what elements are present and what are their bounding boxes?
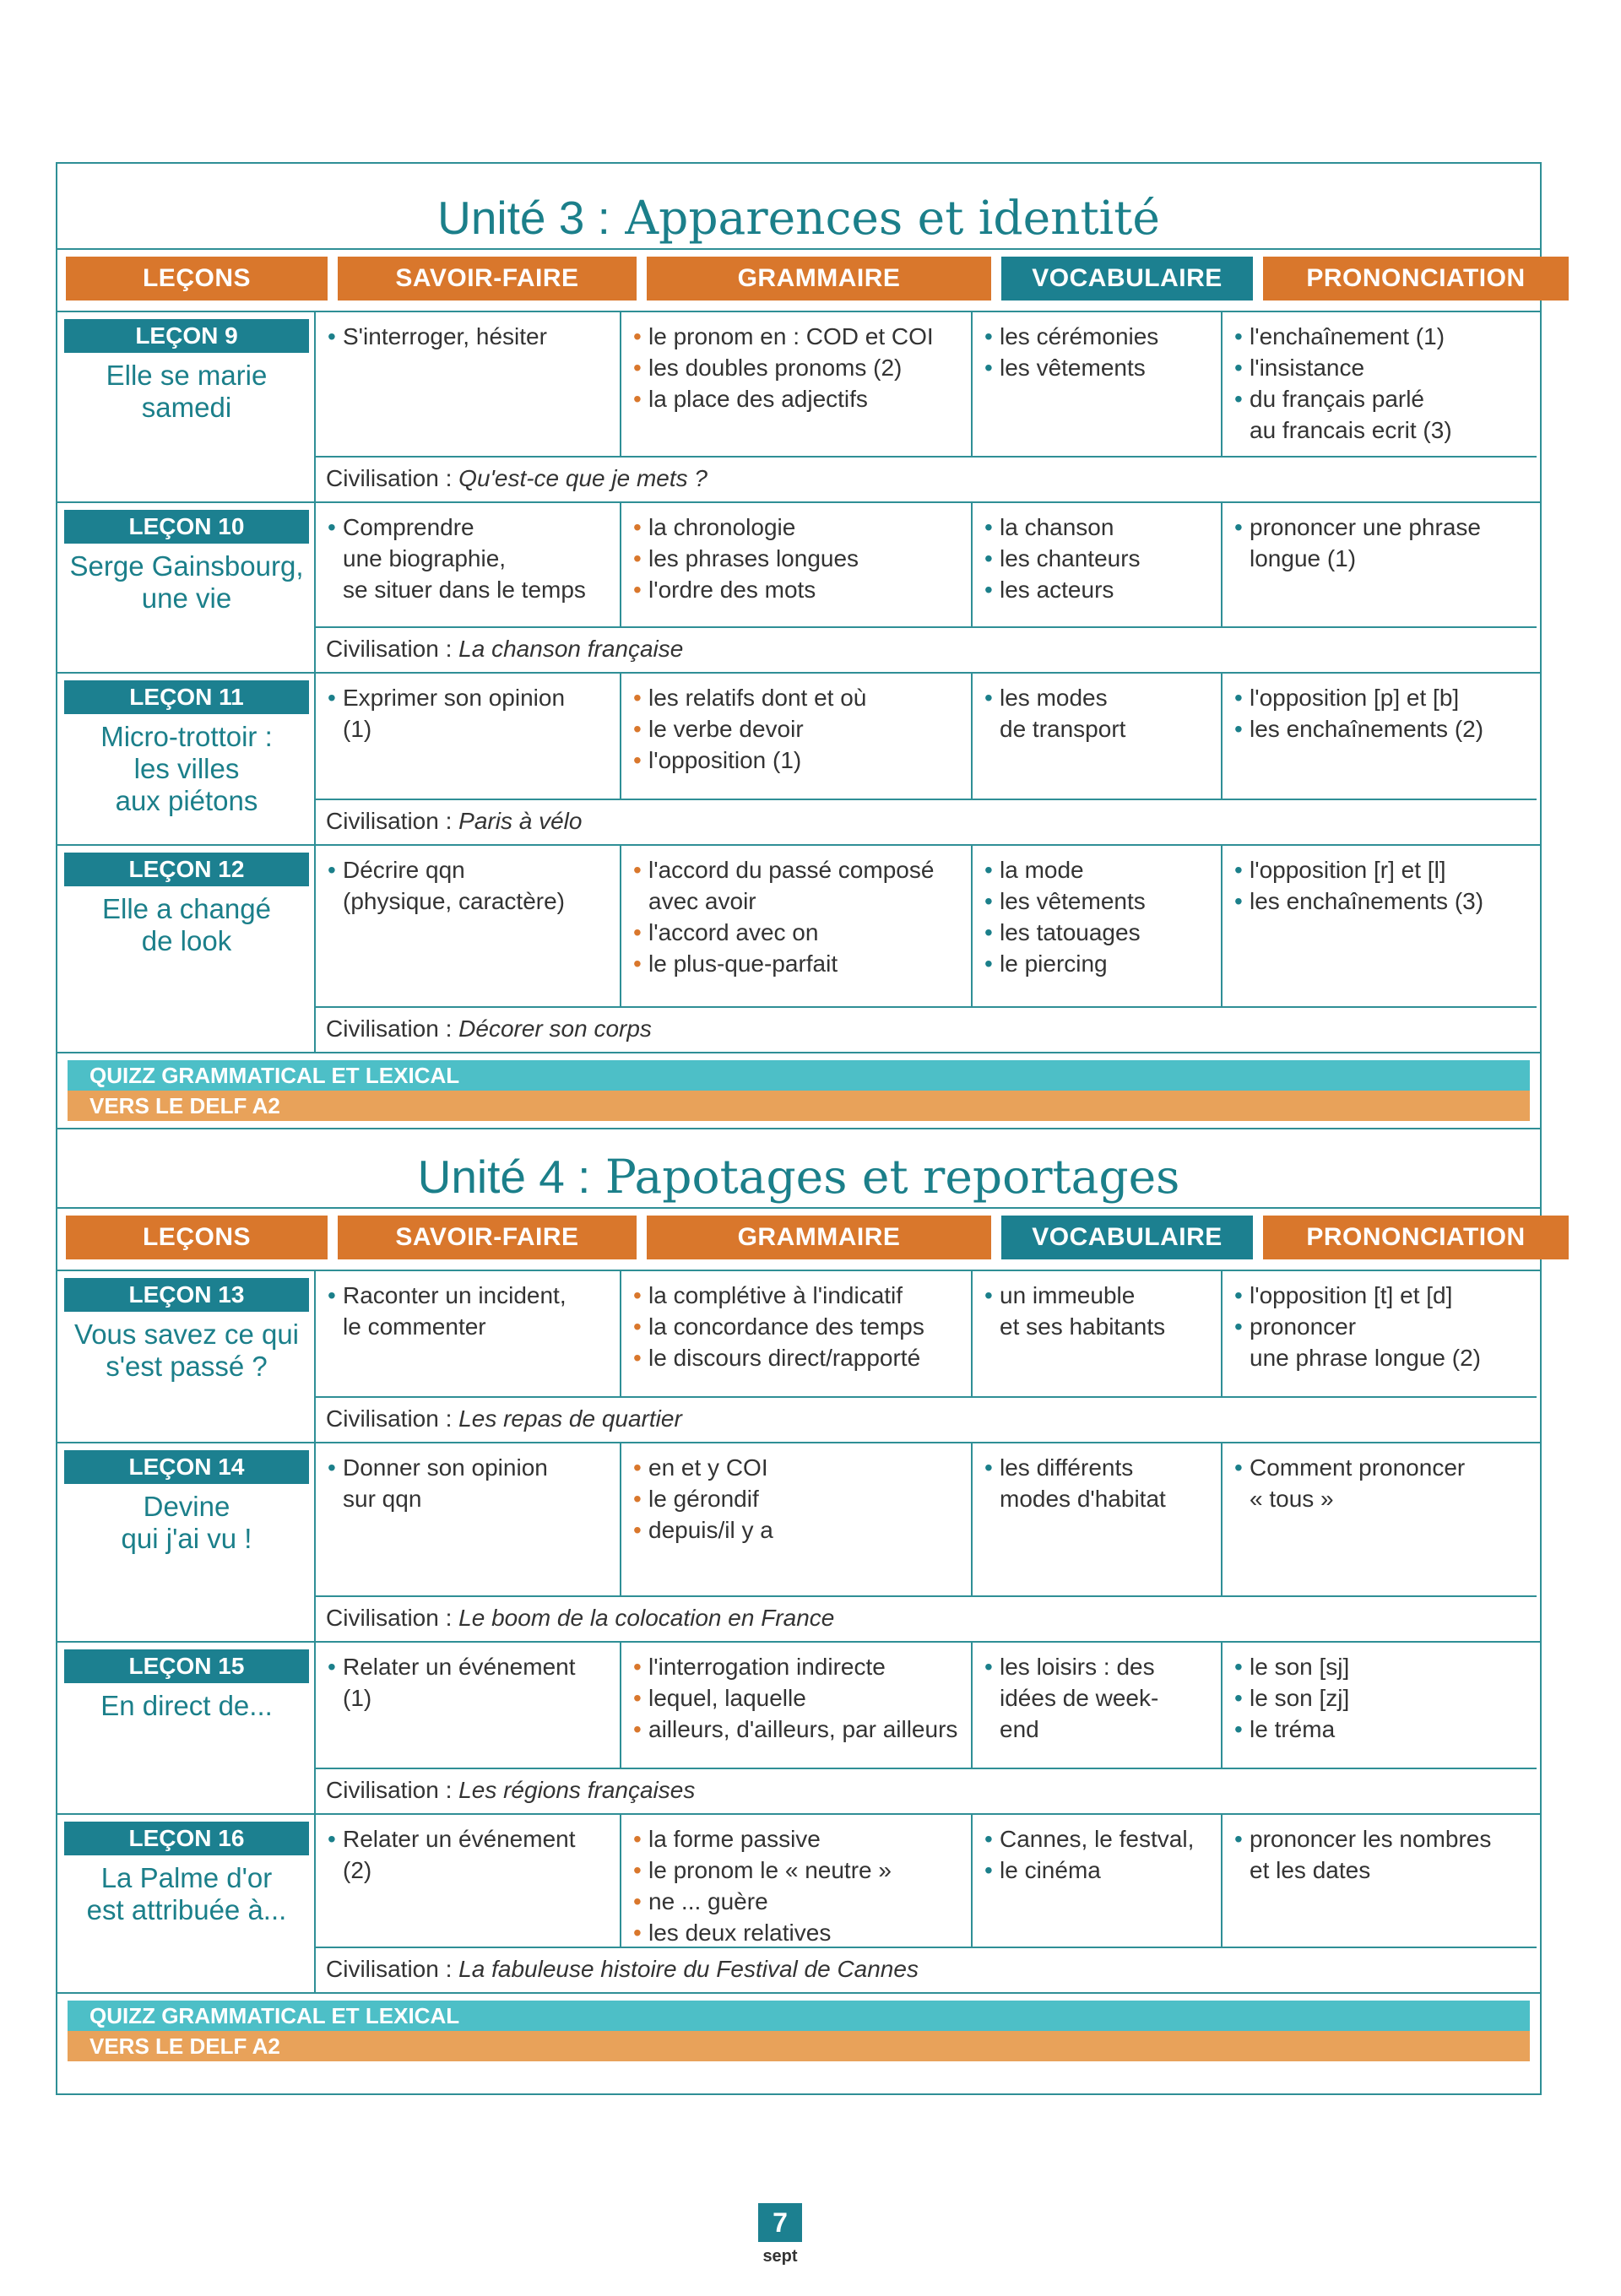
grammaire-cell — [621, 503, 973, 628]
bullet-item: • Raconter un incident, le commenter — [328, 1280, 611, 1342]
civilisation-row — [316, 1008, 1537, 1052]
lesson-title: En direct de... — [100, 1690, 273, 1721]
grammaire-cell — [621, 1815, 973, 1948]
lesson-title: Elle se marie samedi — [106, 360, 268, 423]
unit-number: Unité 4 : — [417, 1151, 591, 1203]
lesson-row — [57, 846, 1540, 1053]
quiz-bar: QUIZZ GRAMMATICAL ET LEXICAL — [68, 1060, 1530, 1091]
bullet-item: • les vêtements — [984, 352, 1212, 383]
prononciation-cell — [1223, 1443, 1537, 1597]
prononciation-cell — [1223, 1815, 1537, 1948]
lesson-cell — [57, 1271, 316, 1442]
vocabulaire-cell — [973, 1643, 1223, 1769]
civilisation-row — [316, 800, 1537, 844]
bullet-item: • ne ... guère — [633, 1886, 962, 1917]
bullet-item: • la chanson — [984, 512, 1212, 543]
lesson-title: Micro-trottoir : les villes aux piétons — [100, 721, 273, 816]
lesson-cell — [57, 674, 316, 844]
header-prononciation: PRONONCIATION — [1263, 257, 1569, 301]
lesson-row — [57, 503, 1540, 674]
bullet-item: • Exprimer son opinion (1) — [328, 682, 611, 745]
bullet-item: • l'accord du passé composé avec avoir — [633, 854, 962, 917]
bullet-item: • les deux relatives — [633, 1917, 962, 1948]
grammaire-cell — [621, 1643, 973, 1769]
bullet-item: • Relater un événement (2) — [328, 1823, 611, 1886]
bullet-item: • S'interroger, hésiter — [328, 321, 611, 352]
unit-footer-bars — [57, 1053, 1540, 1129]
header-savoir-faire: SAVOIR-FAIRE — [338, 1216, 637, 1259]
savoir-faire-cell — [316, 1815, 621, 1948]
header-prononciation: PRONONCIATION — [1263, 1216, 1569, 1259]
lesson-list — [57, 1271, 1540, 1994]
prononciation-cell — [1223, 503, 1537, 628]
bullet-item: • le pronom le « neutre » — [633, 1855, 962, 1886]
civilisation-label: Civilisation : — [326, 1405, 453, 1432]
bullet-item: • ailleurs, d'ailleurs, par ailleurs — [633, 1714, 962, 1745]
civilisation-label: Civilisation : — [326, 1605, 453, 1631]
lesson-cell — [57, 503, 316, 672]
vocabulaire-cell — [973, 674, 1223, 800]
lesson-cell — [57, 1643, 316, 1813]
bullet-item: • les relatifs dont et où — [633, 682, 962, 713]
lesson-cell — [57, 1443, 316, 1641]
bullet-item: • l'opposition (1) — [633, 745, 962, 776]
bullet-item: • les différents modes d'habitat — [984, 1452, 1212, 1514]
bullet-item: • la mode — [984, 854, 1212, 885]
bullet-item: • un immeuble et ses habitants — [984, 1280, 1212, 1342]
lesson-list — [57, 312, 1540, 1053]
bullet-item: • l'insistance — [1234, 352, 1528, 383]
lesson-badge: LEÇON 13 — [64, 1278, 309, 1312]
bullet-item: • l'opposition [t] et [d] — [1234, 1280, 1528, 1311]
prononciation-cell — [1223, 674, 1537, 800]
bullet-item: • l'opposition [r] et [l] — [1234, 854, 1528, 885]
lesson-badge: LEÇON 9 — [64, 319, 309, 353]
civilisation-row — [316, 1769, 1537, 1813]
bullet-item: • l'interrogation indirecte — [633, 1651, 962, 1682]
bullet-item: • les enchaînements (2) — [1234, 713, 1528, 745]
civilisation-topic: Le boom de la colocation en France — [458, 1605, 835, 1631]
civilisation-topic: La chanson française — [458, 636, 684, 662]
quiz-bar: QUIZZ GRAMMATICAL ET LEXICAL — [68, 2001, 1530, 2031]
civilisation-row — [316, 1398, 1537, 1442]
bullet-item: • la concordance des temps — [633, 1311, 962, 1342]
lesson-title: Elle a changé de look — [102, 893, 271, 956]
delf-bar: VERS LE DELF A2 — [68, 1091, 1530, 1121]
civilisation-topic: Les régions françaises — [458, 1777, 696, 1803]
grammaire-cell — [621, 1271, 973, 1398]
bullet-item: • les acteurs — [984, 574, 1212, 605]
lesson-badge: LEÇON 15 — [64, 1649, 309, 1683]
vocabulaire-cell — [973, 1443, 1223, 1597]
savoir-faire-cell — [316, 1643, 621, 1769]
bullet-item: • le piercing — [984, 948, 1212, 979]
lesson-badge: LEÇON 11 — [64, 680, 309, 714]
header-lecons: LEÇONS — [66, 257, 328, 301]
bullet-item: • la complétive à l'indicatif — [633, 1280, 962, 1311]
bullet-item: • le discours direct/rapporté — [633, 1342, 962, 1373]
savoir-faire-cell — [316, 846, 621, 1008]
bullet-item: • Comprendre une biographie, se situer dans le temps — [328, 512, 611, 605]
lesson-cell — [57, 1815, 316, 1992]
civilisation-row — [316, 458, 1537, 501]
bullet-item: • Décrire qqn (physique, caractère) — [328, 854, 611, 917]
civilisation-label: Civilisation : — [326, 465, 453, 491]
unit-title — [57, 164, 1540, 250]
lesson-badge: LEÇON 12 — [64, 853, 309, 886]
bullet-item: • l'accord avec on — [633, 917, 962, 948]
lesson-row — [57, 1443, 1540, 1643]
lesson-badge: LEÇON 10 — [64, 510, 309, 544]
column-headers — [57, 1209, 1540, 1271]
civilisation-topic: Qu'est-ce que je mets ? — [458, 465, 707, 491]
lesson-row — [57, 1815, 1540, 1994]
bullet-item: • les doubles pronoms (2) — [633, 352, 962, 383]
unit-name: Papotages et reportages — [604, 1150, 1180, 1204]
civilisation-label: Civilisation : — [326, 1777, 453, 1803]
unit-name: Apparences et identité — [625, 191, 1160, 245]
lesson-badge: LEÇON 16 — [64, 1822, 309, 1855]
unit-number: Unité 3 : — [437, 192, 610, 244]
column-headers — [57, 250, 1540, 312]
civilisation-label: Civilisation : — [326, 808, 453, 834]
vocabulaire-cell — [973, 312, 1223, 458]
header-lecons: LEÇONS — [66, 1216, 328, 1259]
lesson-title: Vous savez ce qui s'est passé ? — [74, 1319, 299, 1382]
vocabulaire-cell — [973, 1815, 1223, 1948]
bullet-item: • Cannes, le festval, — [984, 1823, 1212, 1855]
lesson-badge: LEÇON 14 — [64, 1450, 309, 1484]
civilisation-label: Civilisation : — [326, 1956, 453, 1982]
bullet-item: • prononcer les nombres et les dates — [1234, 1823, 1528, 1886]
bullet-item: • le gérondif — [633, 1483, 962, 1514]
savoir-faire-cell — [316, 674, 621, 800]
lesson-title: La Palme d'or est attribuée à... — [86, 1862, 287, 1925]
grammaire-cell — [621, 674, 973, 800]
civilisation-topic: Décorer son corps — [458, 1015, 652, 1042]
bullet-item: • Comment prononcer « tous » — [1234, 1452, 1528, 1514]
civilisation-row — [316, 1948, 1537, 1992]
bullet-item: • le son [sj] — [1234, 1651, 1528, 1682]
bullet-item: • les vêtements — [984, 885, 1212, 917]
bullet-item: • le verbe devoir — [633, 713, 962, 745]
bullet-item: • la chronologie — [633, 512, 962, 543]
bullet-item: • prononcer une phrase longue (1) — [1234, 512, 1528, 574]
lesson-title: Devine qui j'ai vu ! — [121, 1491, 252, 1554]
lesson-row — [57, 1271, 1540, 1443]
bullet-item: • le plus-que-parfait — [633, 948, 962, 979]
bullet-item: • les cérémonies — [984, 321, 1212, 352]
civilisation-label: Civilisation : — [326, 636, 453, 662]
bullet-item: • les loisirs : des idées de week- end — [984, 1651, 1212, 1745]
bullet-item: • Donner son opinion sur qqn — [328, 1452, 611, 1514]
vocabulaire-cell — [973, 1271, 1223, 1398]
savoir-faire-cell — [316, 1271, 621, 1398]
bullet-item: • la place des adjectifs — [633, 383, 962, 414]
bullet-item: • depuis/il y a — [633, 1514, 962, 1546]
bullet-item: • l'enchaînement (1) — [1234, 321, 1528, 352]
header-savoir-faire: SAVOIR-FAIRE — [338, 257, 637, 301]
unit-3-section — [57, 164, 1540, 1129]
bullet-item: • les phrases longues — [633, 543, 962, 574]
bullet-item: • les chanteurs — [984, 543, 1212, 574]
prononciation-cell — [1223, 1271, 1537, 1398]
delf-bar: VERS LE DELF A2 — [68, 2031, 1530, 2061]
bullet-item: • l'opposition [p] et [b] — [1234, 682, 1528, 713]
bullet-item: • la forme passive — [633, 1823, 962, 1855]
page-number-word: sept — [762, 2247, 798, 2266]
vocabulaire-cell — [973, 846, 1223, 1008]
lesson-cell — [57, 312, 316, 501]
bullet-item: • les modes de transport — [984, 682, 1212, 745]
lesson-cell — [57, 846, 316, 1052]
bullet-item: • prononcer une phrase longue (2) — [1234, 1311, 1528, 1373]
lesson-row — [57, 1643, 1540, 1815]
civilisation-label: Civilisation : — [326, 1015, 453, 1042]
header-vocabulaire: VOCABULAIRE — [1001, 1216, 1253, 1259]
bullet-item: • le tréma — [1234, 1714, 1528, 1745]
grammaire-cell — [621, 312, 973, 458]
grammaire-cell — [621, 846, 973, 1008]
savoir-faire-cell — [316, 1443, 621, 1597]
page-number: 7 — [758, 2203, 802, 2242]
lesson-row — [57, 312, 1540, 503]
bullet-item: • les tatouages — [984, 917, 1212, 948]
bullet-item: • du français parlé au francais ecrit (3) — [1234, 383, 1528, 446]
savoir-faire-cell — [316, 312, 621, 458]
grammaire-cell — [621, 1443, 973, 1597]
prononciation-cell — [1223, 846, 1537, 1008]
bullet-item: • Relater un événement (1) — [328, 1651, 611, 1714]
civilisation-topic: Paris à vélo — [458, 808, 583, 834]
unit-footer-bars — [57, 1994, 1540, 2068]
header-grammaire: GRAMMAIRE — [647, 257, 991, 301]
bullet-item: • le son [zj] — [1234, 1682, 1528, 1714]
bullet-item: • lequel, laquelle — [633, 1682, 962, 1714]
lesson-title: Serge Gainsbourg, une vie — [69, 550, 304, 614]
civilisation-row — [316, 628, 1537, 672]
bullet-item: • le pronom en : COD et COI — [633, 321, 962, 352]
prononciation-cell — [1223, 1643, 1537, 1769]
bullet-item: • les enchaînements (3) — [1234, 885, 1528, 917]
vocabulaire-cell — [973, 503, 1223, 628]
unit-title — [57, 1129, 1540, 1209]
civilisation-topic: Les repas de quartier — [458, 1405, 682, 1432]
header-grammaire: GRAMMAIRE — [647, 1216, 991, 1259]
civilisation-row — [316, 1597, 1537, 1641]
program-table — [56, 162, 1542, 2095]
bullet-item: • l'ordre des mots — [633, 574, 962, 605]
lesson-row — [57, 674, 1540, 846]
bullet-item: • en et y COI — [633, 1452, 962, 1483]
prononciation-cell — [1223, 312, 1537, 458]
unit-4-section — [57, 1129, 1540, 2068]
bullet-item: • le cinéma — [984, 1855, 1212, 1886]
header-vocabulaire: VOCABULAIRE — [1001, 257, 1253, 301]
civilisation-topic: La fabuleuse histoire du Festival de Cannes — [458, 1956, 919, 1982]
savoir-faire-cell — [316, 503, 621, 628]
